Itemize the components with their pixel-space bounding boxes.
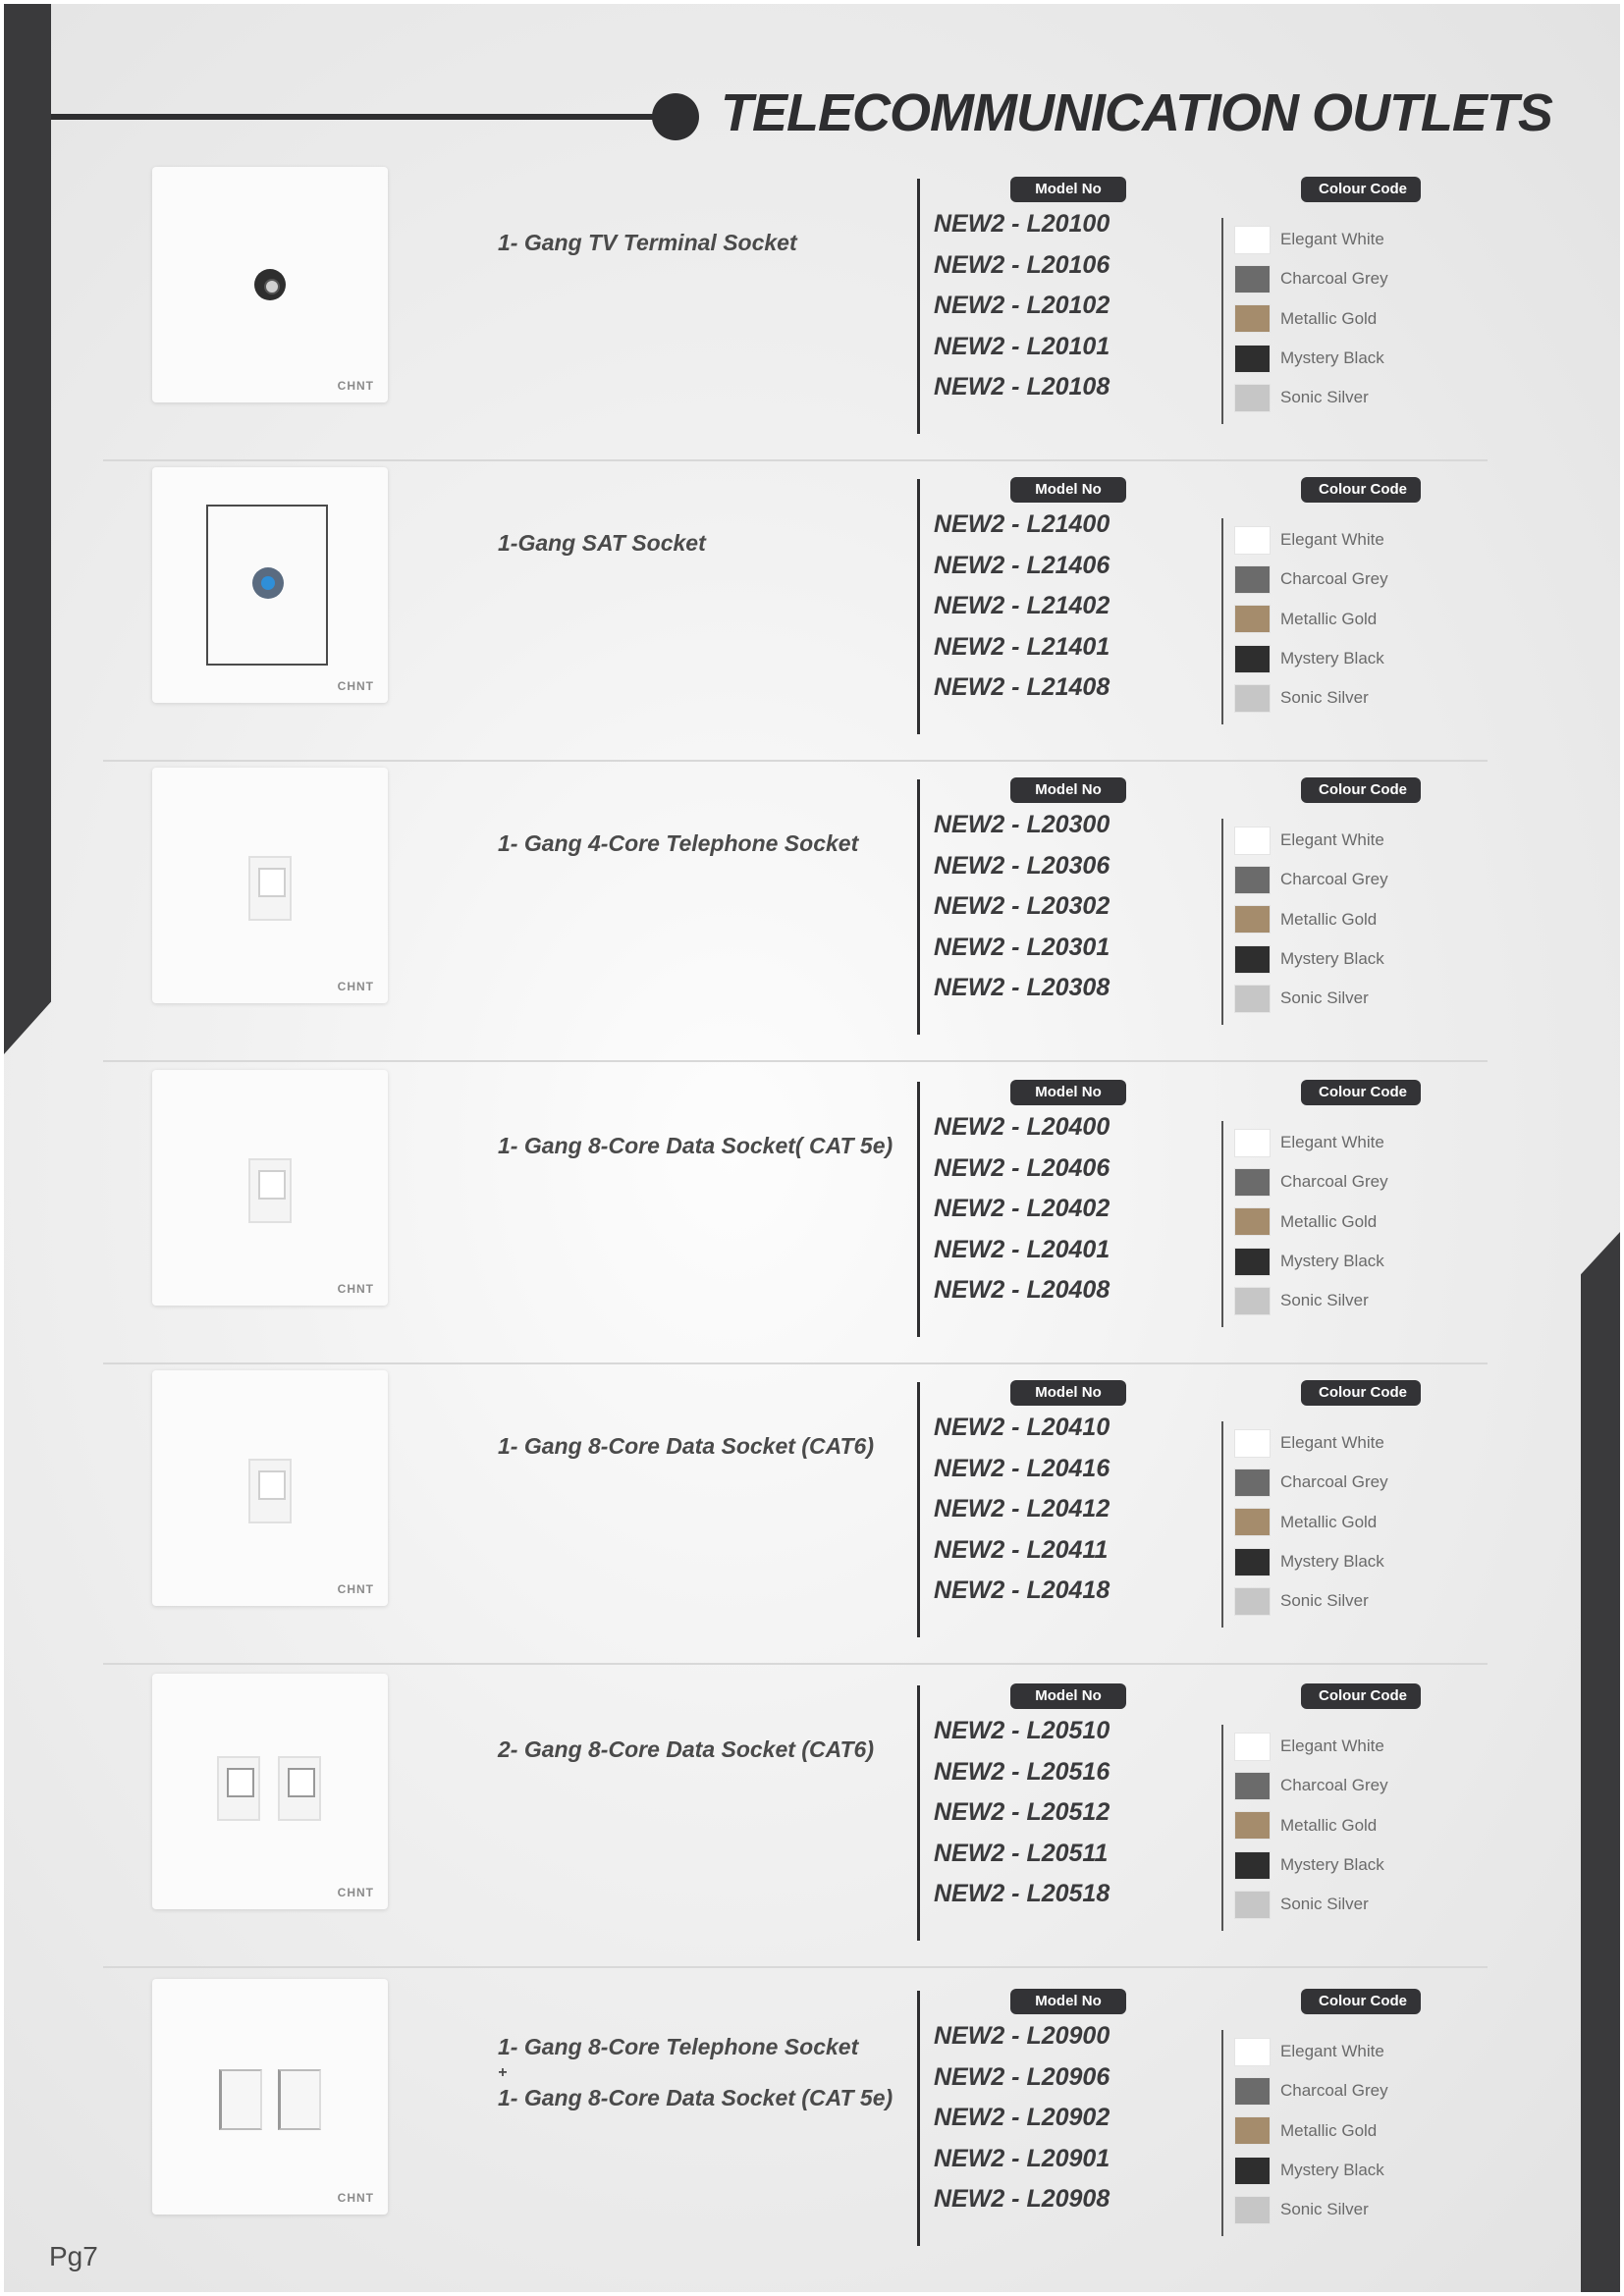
model-number: NEW2 - L20902 xyxy=(934,2104,1110,2131)
colour-swatch xyxy=(1234,905,1271,934)
colour-item xyxy=(1234,1766,1388,1805)
colour-name: Sonic Silver xyxy=(1280,1591,1369,1611)
model-number: NEW2 - L20906 xyxy=(934,2062,1110,2091)
colour-swatch xyxy=(1234,2038,1271,2066)
model-number: NEW2 - L21406 xyxy=(934,551,1110,579)
colour-divider xyxy=(1221,1421,1223,1628)
model-divider xyxy=(917,1082,920,1337)
model-number: NEW2 - L20406 xyxy=(934,1153,1110,1182)
colour-item xyxy=(1234,259,1388,298)
model-number: NEW2 - L21402 xyxy=(934,592,1110,619)
colour-name: Charcoal Grey xyxy=(1280,1172,1388,1192)
colour-item xyxy=(1234,1162,1388,1201)
colour-divider xyxy=(1221,1121,1223,1327)
colour-item xyxy=(1234,220,1388,259)
product-name: 1- Gang 4-Core Telephone Socket xyxy=(498,830,859,856)
brand-logo: CHNT xyxy=(337,679,374,693)
rj45-jack-icon xyxy=(278,1756,321,1821)
colour-swatch xyxy=(1234,645,1271,673)
colour-name: Metallic Gold xyxy=(1280,308,1378,328)
model-divider xyxy=(917,179,920,434)
brand-logo: CHNT xyxy=(337,379,374,393)
rj45-jack-icon xyxy=(248,1459,292,1523)
brand-logo: CHNT xyxy=(337,1282,374,1296)
colour-name: Mystery Black xyxy=(1280,348,1384,368)
colour-item xyxy=(1234,299,1388,339)
colour-swatch xyxy=(1234,684,1271,713)
colour-swatch xyxy=(1234,304,1271,333)
model-number: NEW2 - L20416 xyxy=(934,1454,1110,1482)
colour-item xyxy=(1234,900,1388,939)
colour-item xyxy=(1234,339,1388,378)
model-number: NEW2 - L20108 xyxy=(934,373,1110,400)
colour-swatch xyxy=(1234,945,1271,974)
product-name: 1- Gang TV Terminal Socket xyxy=(498,230,797,255)
colour-swatch xyxy=(1234,1587,1271,1616)
cat6-socket-image xyxy=(152,1370,388,1606)
colour-item xyxy=(1234,1503,1388,1542)
colour-swatch xyxy=(1234,1468,1271,1497)
product-name-line: 1- Gang 8-Core Telephone Socket xyxy=(498,2034,859,2059)
colour-list xyxy=(1234,1727,1388,1924)
product-row xyxy=(103,1370,1488,1665)
colour-item xyxy=(1234,560,1388,599)
model-number: NEW2 - L20101 xyxy=(934,332,1110,360)
sat-socket-image xyxy=(152,467,388,703)
model-number: NEW2 - L21401 xyxy=(934,632,1110,661)
model-number: NEW2 - L20301 xyxy=(934,933,1110,961)
colour-divider xyxy=(1221,2030,1223,2236)
colour-item xyxy=(1234,678,1388,718)
colour-item xyxy=(1234,1885,1388,1924)
header-line xyxy=(51,114,677,120)
product-name: 1-Gang SAT Socket xyxy=(498,530,706,556)
model-number: NEW2 - L20411 xyxy=(934,1535,1109,1564)
colour-swatch xyxy=(1234,1891,1271,1919)
colour-list xyxy=(1234,2032,1388,2229)
colour-item xyxy=(1234,520,1388,560)
model-number: NEW2 - L20518 xyxy=(934,1880,1110,1907)
model-list xyxy=(934,210,1110,414)
colour-name: Sonic Silver xyxy=(1280,1291,1369,1310)
colour-swatch xyxy=(1234,605,1271,633)
data-jack-icon xyxy=(278,2069,321,2130)
colour-name: Charcoal Grey xyxy=(1280,569,1388,589)
model-list xyxy=(934,510,1110,715)
double-cat6-socket-image xyxy=(152,1674,388,1909)
model-no-badge: Model No xyxy=(1010,177,1126,202)
row-divider xyxy=(103,459,1488,461)
rj45-jack-icon xyxy=(217,1756,260,1821)
colour-name: Metallic Gold xyxy=(1280,2120,1378,2140)
product-name-line: 1- Gang 8-Core Data Socket (CAT 5e) xyxy=(498,2084,893,2110)
row-divider xyxy=(103,1060,1488,1062)
colour-item xyxy=(1234,2111,1388,2151)
colour-name: Sonic Silver xyxy=(1280,688,1369,708)
model-number: NEW2 - L20300 xyxy=(934,811,1110,838)
model-list xyxy=(934,1113,1110,1317)
product-row xyxy=(103,1979,1488,2273)
colour-name: Mystery Black xyxy=(1280,949,1384,969)
model-no-badge: Model No xyxy=(1010,1683,1126,1709)
model-number: NEW2 - L21408 xyxy=(934,673,1110,701)
colour-name: Metallic Gold xyxy=(1280,1211,1378,1231)
row-divider xyxy=(103,1362,1488,1364)
rj45-jack-icon xyxy=(248,1158,292,1223)
product-name xyxy=(498,2030,893,2115)
colour-item xyxy=(1234,2032,1388,2071)
colour-swatch xyxy=(1234,866,1271,894)
colour-item xyxy=(1234,2190,1388,2229)
model-list xyxy=(934,2022,1110,2226)
colour-name: Charcoal Grey xyxy=(1280,1472,1388,1492)
model-number: NEW2 - L20408 xyxy=(934,1276,1110,1304)
colour-list xyxy=(1234,1123,1388,1320)
colour-divider xyxy=(1221,218,1223,424)
colour-item xyxy=(1234,1806,1388,1845)
colour-swatch xyxy=(1234,1548,1271,1576)
colour-name: Elegant White xyxy=(1280,1433,1384,1453)
colour-name: Elegant White xyxy=(1280,2042,1384,2061)
model-no-badge: Model No xyxy=(1010,1380,1126,1406)
colour-item xyxy=(1234,1581,1388,1621)
colour-list xyxy=(1234,1423,1388,1621)
model-number: NEW2 - L20516 xyxy=(934,1757,1110,1786)
colour-item xyxy=(1234,2071,1388,2110)
product-name: 1- Gang 8-Core Data Socket( CAT 5e) xyxy=(498,1133,893,1158)
colour-code-badge: Colour Code xyxy=(1301,1080,1421,1105)
colour-name: Elegant White xyxy=(1280,230,1384,249)
colour-name: Mystery Black xyxy=(1280,1252,1384,1271)
colour-code-badge: Colour Code xyxy=(1301,477,1421,503)
colour-swatch xyxy=(1234,265,1271,294)
colour-item xyxy=(1234,1727,1388,1766)
coax-connector-icon xyxy=(254,269,286,300)
model-number: NEW2 - L20510 xyxy=(934,1717,1110,1744)
colour-item xyxy=(1234,1123,1388,1162)
product-row xyxy=(103,1674,1488,1968)
brand-logo: CHNT xyxy=(337,2191,374,2205)
colour-name: Sonic Silver xyxy=(1280,2200,1369,2219)
colour-list xyxy=(1234,821,1388,1018)
colour-item xyxy=(1234,1281,1388,1320)
colour-item xyxy=(1234,1845,1388,1885)
colour-swatch xyxy=(1234,1168,1271,1197)
product-row xyxy=(103,1070,1488,1364)
row-divider xyxy=(103,1663,1488,1665)
model-list xyxy=(934,1717,1110,1921)
colour-item xyxy=(1234,939,1388,979)
row-divider xyxy=(103,760,1488,762)
colour-divider xyxy=(1221,518,1223,724)
left-decorative-bar xyxy=(4,4,51,1054)
model-number: NEW2 - L20410 xyxy=(934,1414,1110,1441)
model-no-badge: Model No xyxy=(1010,777,1126,803)
colour-name: Metallic Gold xyxy=(1280,1815,1378,1835)
colour-swatch xyxy=(1234,1811,1271,1840)
colour-code-badge: Colour Code xyxy=(1301,1989,1421,2014)
colour-code-badge: Colour Code xyxy=(1301,177,1421,202)
colour-name: Metallic Gold xyxy=(1280,609,1378,628)
colour-swatch xyxy=(1234,1207,1271,1236)
model-list xyxy=(934,811,1110,1015)
model-list xyxy=(934,1414,1110,1618)
model-number: NEW2 - L20400 xyxy=(934,1113,1110,1141)
header-dot xyxy=(652,93,699,140)
model-number: NEW2 - L20511 xyxy=(934,1839,1109,1867)
model-divider xyxy=(917,1382,920,1637)
colour-swatch xyxy=(1234,1129,1271,1157)
colour-item xyxy=(1234,979,1388,1018)
colour-swatch xyxy=(1234,1851,1271,1880)
colour-name: Elegant White xyxy=(1280,830,1384,850)
model-number: NEW2 - L21400 xyxy=(934,510,1110,538)
telephone-jack-icon xyxy=(219,2069,262,2130)
colour-swatch xyxy=(1234,345,1271,373)
colour-swatch xyxy=(1234,1733,1271,1761)
sat-connector-icon xyxy=(252,567,284,599)
colour-name: Sonic Silver xyxy=(1280,388,1369,407)
brand-logo: CHNT xyxy=(337,1886,374,1899)
colour-swatch xyxy=(1234,526,1271,555)
row-divider xyxy=(103,1966,1488,1968)
colour-item xyxy=(1234,821,1388,860)
colour-swatch xyxy=(1234,1248,1271,1276)
colour-item xyxy=(1234,378,1388,417)
model-number: NEW2 - L20908 xyxy=(934,2185,1110,2213)
model-number: NEW2 - L20412 xyxy=(934,1495,1110,1522)
colour-swatch xyxy=(1234,2196,1271,2224)
colour-name: Metallic Gold xyxy=(1280,909,1378,929)
colour-name: Elegant White xyxy=(1280,1736,1384,1756)
colour-item xyxy=(1234,639,1388,678)
colour-name: Sonic Silver xyxy=(1280,988,1369,1008)
colour-name: Mystery Black xyxy=(1280,2161,1384,2180)
model-number: NEW2 - L20106 xyxy=(934,250,1110,279)
sat-frame xyxy=(206,505,328,666)
combo-socket-image xyxy=(152,1979,388,2215)
model-number: NEW2 - L20308 xyxy=(934,974,1110,1001)
colour-item xyxy=(1234,1423,1388,1463)
colour-item xyxy=(1234,2151,1388,2190)
colour-swatch xyxy=(1234,2157,1271,2185)
model-number: NEW2 - L20900 xyxy=(934,2022,1110,2050)
colour-item xyxy=(1234,600,1388,639)
colour-swatch xyxy=(1234,985,1271,1013)
colour-name: Metallic Gold xyxy=(1280,1512,1378,1531)
product-row xyxy=(103,167,1488,461)
colour-name: Charcoal Grey xyxy=(1280,2081,1388,2101)
colour-name: Mystery Black xyxy=(1280,1552,1384,1572)
model-number: NEW2 - L20100 xyxy=(934,210,1110,238)
colour-swatch xyxy=(1234,1429,1271,1458)
colour-name: Mystery Black xyxy=(1280,649,1384,668)
telephone-socket-image xyxy=(152,768,388,1003)
model-no-badge: Model No xyxy=(1010,1989,1126,2014)
colour-code-badge: Colour Code xyxy=(1301,1380,1421,1406)
rj11-jack-icon xyxy=(248,856,292,921)
model-divider xyxy=(917,779,920,1035)
colour-name: Mystery Black xyxy=(1280,1855,1384,1875)
product-name: 2- Gang 8-Core Data Socket (CAT6) xyxy=(498,1736,874,1762)
model-number: NEW2 - L20302 xyxy=(934,892,1110,920)
colour-name: Charcoal Grey xyxy=(1280,269,1388,289)
cat5e-socket-image xyxy=(152,1070,388,1306)
tv-socket-image xyxy=(152,167,388,402)
model-divider xyxy=(917,479,920,734)
colour-code-badge: Colour Code xyxy=(1301,777,1421,803)
colour-name: Charcoal Grey xyxy=(1280,870,1388,889)
colour-name: Elegant White xyxy=(1280,1133,1384,1152)
colour-item xyxy=(1234,1242,1388,1281)
product-row xyxy=(103,768,1488,1062)
model-no-badge: Model No xyxy=(1010,477,1126,503)
colour-code-badge: Colour Code xyxy=(1301,1683,1421,1709)
right-decorative-bar xyxy=(1581,1232,1620,2292)
colour-swatch xyxy=(1234,2077,1271,2106)
model-number: NEW2 - L20402 xyxy=(934,1195,1110,1222)
colour-swatch xyxy=(1234,226,1271,254)
model-divider xyxy=(917,1991,920,2246)
brand-logo: CHNT xyxy=(337,980,374,993)
model-divider xyxy=(917,1685,920,1941)
model-number: NEW2 - L20306 xyxy=(934,851,1110,880)
colour-item xyxy=(1234,1542,1388,1581)
page-number: Pg7 xyxy=(49,2241,98,2271)
colour-list xyxy=(1234,520,1388,718)
colour-swatch xyxy=(1234,384,1271,412)
colour-name: Charcoal Grey xyxy=(1280,1776,1388,1795)
model-number: NEW2 - L20401 xyxy=(934,1235,1110,1263)
colour-item xyxy=(1234,1463,1388,1502)
colour-swatch xyxy=(1234,1508,1271,1536)
colour-swatch xyxy=(1234,827,1271,855)
colour-item xyxy=(1234,860,1388,899)
colour-swatch xyxy=(1234,2116,1271,2145)
colour-swatch xyxy=(1234,1287,1271,1315)
colour-divider xyxy=(1221,819,1223,1025)
product-name-plus: + xyxy=(498,2063,508,2081)
model-number: NEW2 - L20418 xyxy=(934,1576,1110,1604)
colour-swatch xyxy=(1234,565,1271,594)
colour-divider xyxy=(1221,1725,1223,1931)
colour-name: Elegant White xyxy=(1280,530,1384,550)
colour-swatch xyxy=(1234,1772,1271,1800)
model-number: NEW2 - L20512 xyxy=(934,1798,1110,1826)
colour-item xyxy=(1234,1202,1388,1242)
product-row xyxy=(103,467,1488,762)
product-name: 1- Gang 8-Core Data Socket (CAT6) xyxy=(498,1433,874,1459)
brand-logo: CHNT xyxy=(337,1582,374,1596)
model-number: NEW2 - L20901 xyxy=(934,2144,1110,2172)
model-no-badge: Model No xyxy=(1010,1080,1126,1105)
model-number: NEW2 - L20102 xyxy=(934,292,1110,319)
colour-name: Sonic Silver xyxy=(1280,1895,1369,1914)
colour-list xyxy=(1234,220,1388,417)
page-title: TELECOMMUNICATION OUTLETS xyxy=(721,83,1552,142)
